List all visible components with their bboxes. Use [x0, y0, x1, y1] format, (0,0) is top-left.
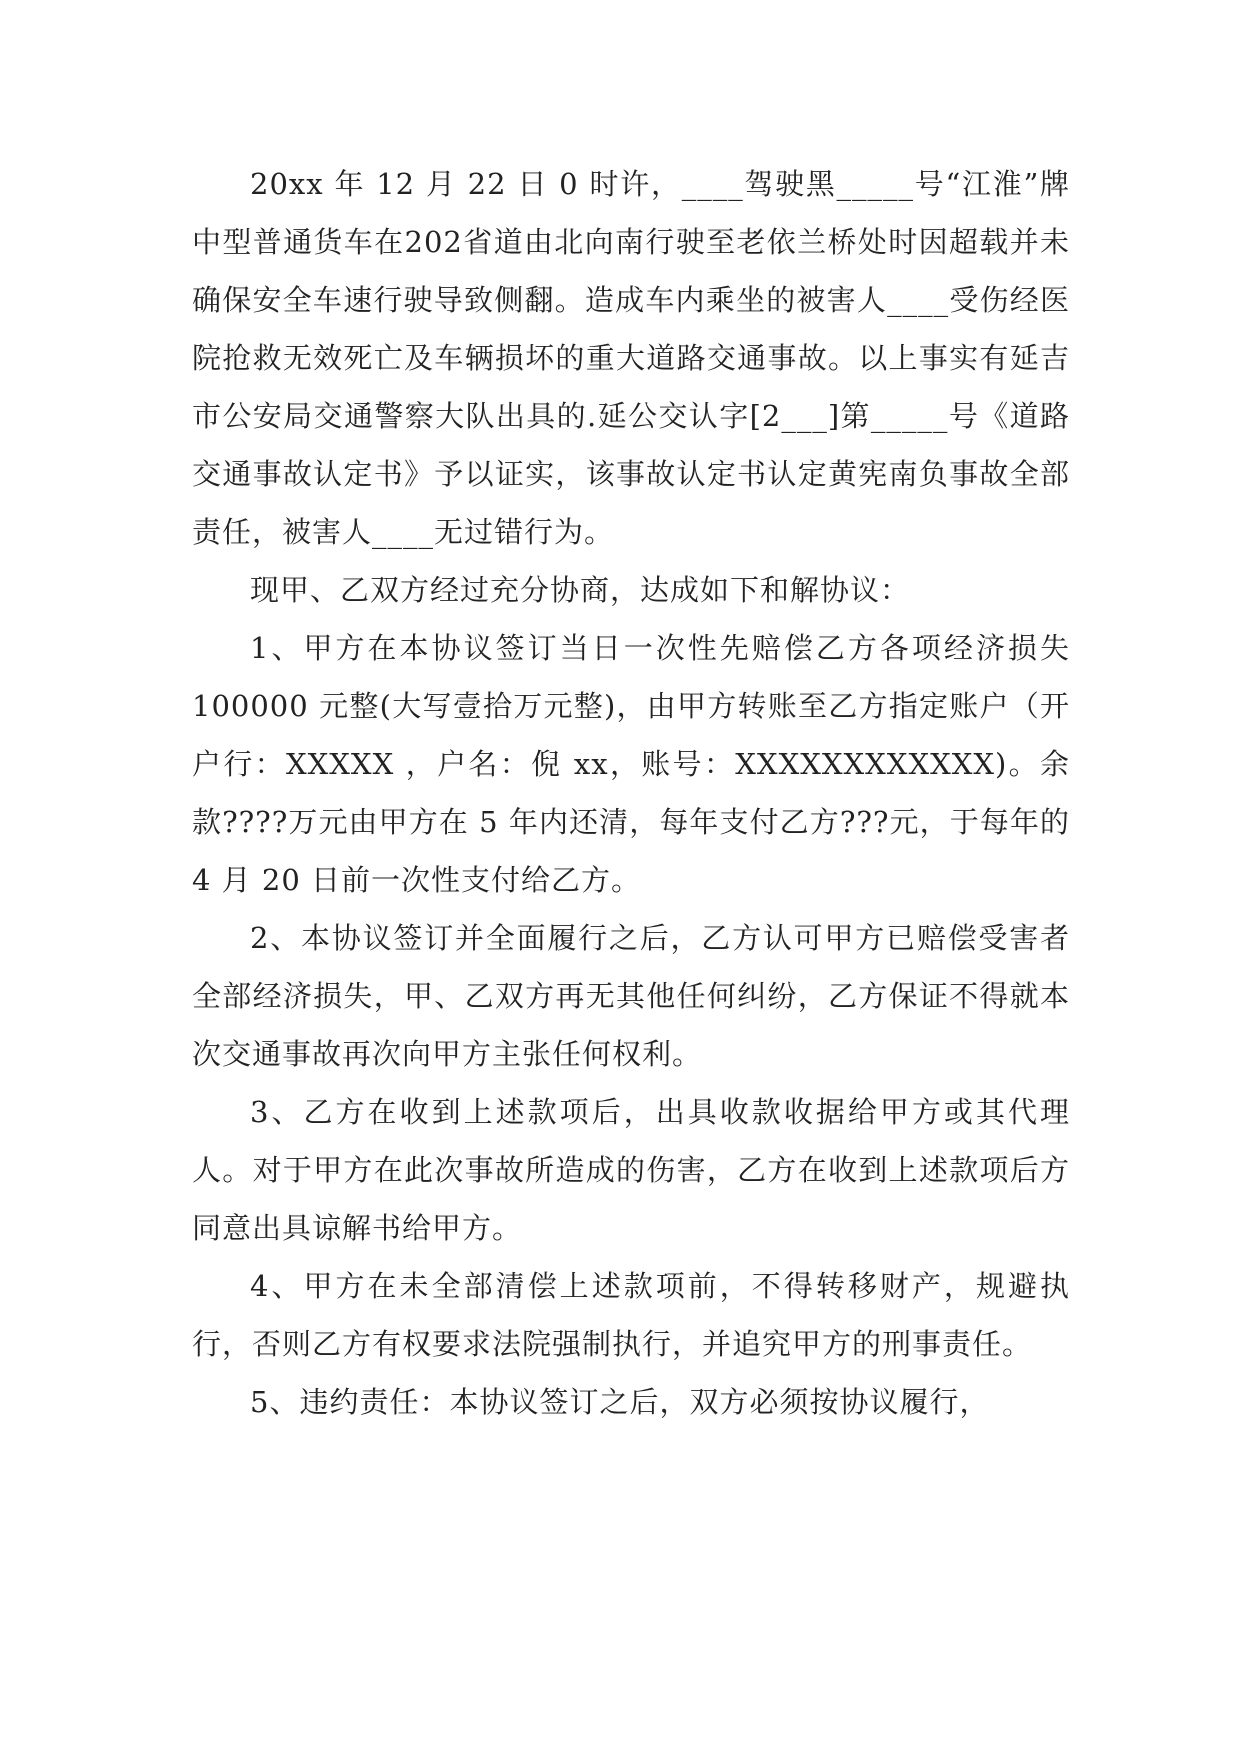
paragraph-clause-1: 1、甲方在本协议签订当日一次性先赔偿乙方各项经济损失 100000 元整(大写壹拾万元整)，由甲方转账至乙方指定账户（开户行：XXXXX ，户名：倪 xx，账号：XXXXXXXXXXXX)。余款????万元由甲方在 5 年内还清，每年支付乙方???元，于每年的 4 月 20 日前一次性支付给乙方。	[192, 631, 1070, 897]
paragraph-clause-4: 4、甲方在未全部清偿上述款项前，不得转移财产，规避执行，否则乙方有权要求法院强制执行，并追究甲方的刑事责任。	[192, 1269, 1070, 1361]
paragraph-clause-3: 3、乙方在收到上述款项后，出具收款收据给甲方或其代理人。对于甲方在此次事故所造成的伤害，乙方在收到上述款项后方同意出具谅解书给甲方。	[192, 1095, 1070, 1245]
document-body	[192, 155, 1070, 1431]
paragraph-accident-facts: 20xx 年 12 月 22 日 0 时许，____驾驶黑_____号“江淮”牌中型普通货车在202省道由北向南行驶至老依兰桥处时因超载并未确保安全车速行驶导致侧翻。造成车内乘坐的被害人____受伤经医院抢救无效死亡及车辆损坏的重大道路交通事故。以上事实有延吉市公安局交通警察大队出具的.延公交认字[2___]第_____号《道路交通事故认定书》予以证实，该事故认定书认定黄宪南负事故全部责任，被害人____无过错行为。	[192, 167, 1070, 549]
paragraph-clause-2: 2、本协议签订并全面履行之后，乙方认可甲方已赔偿受害者全部经济损失，甲、乙双方再无其他任何纠纷，乙方保证不得就本次交通事故再次向甲方主张任何权利。	[192, 921, 1070, 1071]
paragraph-agreement-intro: 现甲、乙双方经过充分协商，达成如下和解协议：	[250, 573, 911, 607]
paragraph-clause-5: 5、违约责任：本协议签订之后，双方必须按协议履行，	[250, 1385, 990, 1419]
